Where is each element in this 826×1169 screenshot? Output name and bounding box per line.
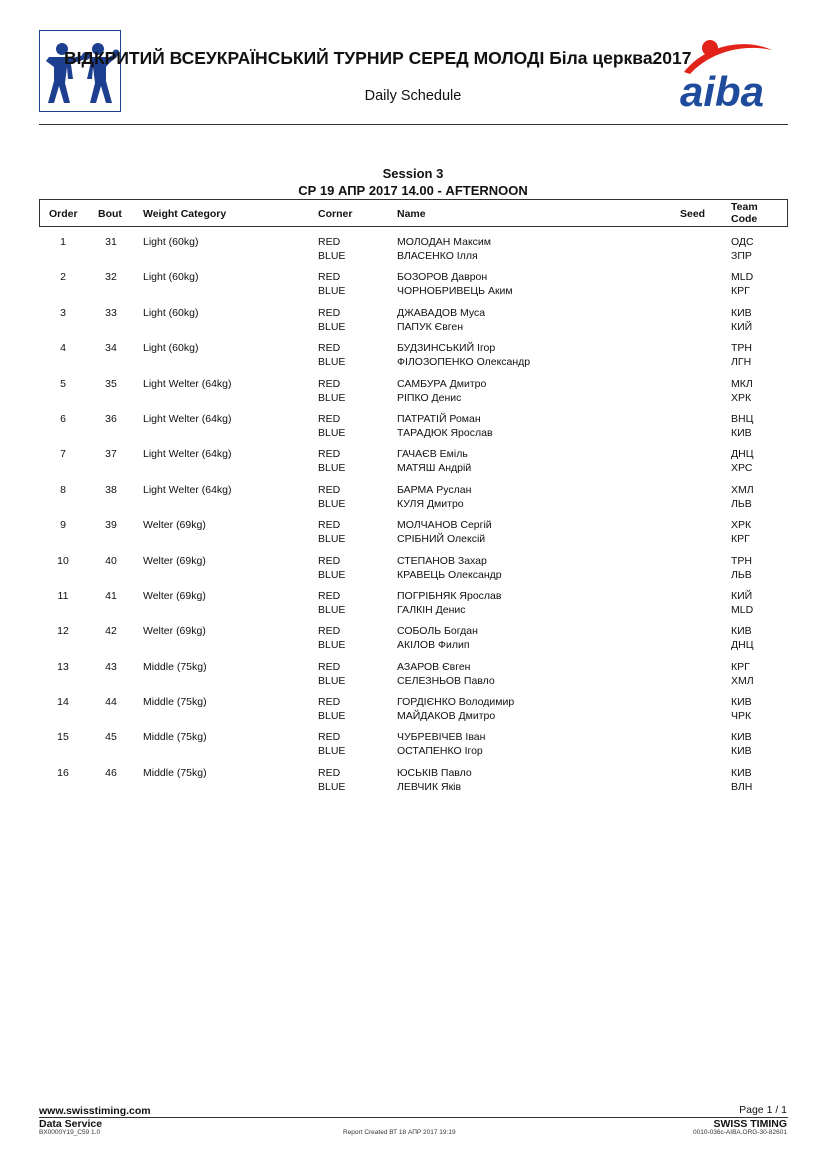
weight-category: Middle (75kg) [143,766,207,779]
bout-order: 12 [57,625,69,638]
bout-order-cell [39,377,87,391]
bout-order-cell [39,412,87,426]
bout-order-cell [39,554,87,568]
team-code: ХРК [731,519,752,532]
page-subtitle: Daily Schedule [364,88,462,104]
bout-number-cell [89,306,133,320]
weight-category: Light (60kg) [143,306,199,319]
team-code-cell [731,235,754,263]
corner: BLUE [318,639,346,652]
team-code: ДНЦ [731,448,754,461]
table-row [39,624,788,659]
bout-number-cell [89,730,133,744]
corner-cell [318,624,345,652]
weight-category-cell [143,518,206,532]
table-row [39,377,788,412]
corner: BLUE [318,710,346,723]
bout-order: 15 [57,731,69,744]
team-code-cell [731,447,753,475]
corner: RED [318,766,341,779]
col-name: Name [397,208,426,220]
team-code: ТРН [731,342,752,355]
bout-order: 14 [57,696,69,709]
col-bout: Bout [98,208,122,220]
weight-category-cell [143,730,207,744]
weight-category-cell [143,483,232,497]
table-row [39,766,788,801]
bout-number: 34 [105,342,117,355]
weight-category-cell [143,377,232,391]
bout-order: 13 [57,660,69,673]
bout-number-cell [89,518,133,532]
team-code-cell [731,483,754,511]
footer-report-created: Report Created ВТ 18 АПР 2017 19:19 [343,1129,456,1136]
corner-cell [318,447,345,475]
corner: RED [318,412,341,425]
team-code: ЗПР [731,250,752,262]
corner: BLUE [318,320,346,333]
weight-category: Middle (75kg) [143,660,207,673]
team-code: КИЙ [731,320,753,333]
team-code: КИВ [731,731,752,744]
weight-category-cell [143,270,198,284]
team-code: ХМЛ [731,483,754,496]
team-code-cell [731,766,752,794]
boxer-name: ВЛАСЕНКО Ілля [397,250,478,262]
team-code: MLD [731,603,754,616]
table-row [39,412,788,447]
footer-divider [39,1117,788,1118]
bout-number-cell [89,377,133,391]
bout-number-cell [89,483,133,497]
bout-number: 44 [105,696,117,709]
boxer-name: МОЛЧАНОВ Сергій [397,519,492,532]
team-code-cell [731,377,753,405]
bout-order: 8 [60,483,66,496]
bout-order-cell [39,235,87,249]
corner-cell [318,235,345,263]
boxer-name: ГАЛКІН Денис [397,603,466,616]
boxer-name: МАТЯШ Андрій [397,462,472,475]
corner: RED [318,271,341,284]
weight-category: Middle (75kg) [143,731,207,744]
team-code: ХРС [731,462,753,475]
weight-category: Light Welter (64kg) [143,448,232,461]
boxer-name: КРАВЕЦЬ Олександр [397,568,502,581]
corner: RED [318,554,341,567]
boxer-name: РІПКО Денис [397,391,462,404]
aiba-logo-text: aiba [680,68,765,112]
bout-number: 39 [105,519,117,532]
bout-number-cell [89,766,133,780]
bout-order: 9 [60,519,66,532]
boxer-name: ЛЕВЧИК Яків [397,780,462,793]
team-code: ЛГН [731,356,752,369]
bout-order-cell [39,695,87,709]
team-code-cell [731,589,753,617]
table-row [39,235,788,270]
team-code: КРГ [731,533,750,546]
bout-order-cell [39,483,87,497]
boxer-name: ФІЛОЗОПЕНКО Олександр [397,356,531,369]
bout-order-cell [39,766,87,780]
bout-order: 1 [60,236,66,248]
team-code-cell [731,270,753,298]
bout-order: 3 [60,306,66,319]
boxer-name-cell [397,412,493,440]
corner: BLUE [318,497,346,510]
bout-number-cell [89,235,133,249]
boxer-name: АЗАРОВ Євген [397,660,471,673]
corner: BLUE [318,603,346,616]
corner: BLUE [318,674,346,687]
team-code: КИВ [731,766,752,779]
table-row [39,518,788,553]
session-name: Session 3 [382,166,444,181]
bout-order: 6 [60,412,66,425]
boxer-name: ГАЧАЄВ Еміль [397,448,468,461]
weight-category-cell [143,554,206,568]
weight-category: Light Welter (64kg) [143,483,232,496]
weight-category-cell [143,624,206,638]
corner: BLUE [318,391,346,404]
bout-number-cell [89,412,133,426]
boxer-name-cell [397,624,478,652]
bout-number-cell [89,554,133,568]
bout-number: 42 [105,625,117,638]
boxer-name: ПОГРІБНЯК Ярослав [397,589,502,602]
corner-cell [318,483,345,511]
bout-order: 10 [57,554,69,567]
weight-category-cell [143,695,207,709]
team-code: ОДС [731,236,754,248]
team-code: КРГ [731,285,750,298]
team-code: КИВ [731,745,752,758]
table-row [39,589,788,624]
footer-report-code: BX0000Y19_C59 1.0 [39,1129,101,1136]
weight-category: Welter (69kg) [143,554,206,567]
col-team-code-line1: Team [731,201,758,213]
team-code: ВНЦ [731,412,754,425]
table-row [39,483,788,518]
col-order: Order [49,208,78,220]
team-code: ЛЬВ [731,497,752,510]
corner: BLUE [318,780,346,793]
weight-category: Light (60kg) [143,236,199,248]
team-code: ЛЬВ [731,568,752,581]
team-code: КРГ [731,660,750,673]
bout-number: 45 [105,731,117,744]
corner: BLUE [318,462,346,475]
boxer-name-cell [397,235,491,263]
boxer-name-cell [397,589,501,617]
bout-number-cell [89,447,133,461]
weight-category-cell [143,412,232,426]
boxer-name: ГОРДІЄНКО Володимир [397,696,515,709]
corner: RED [318,377,341,390]
boxer-name: ПАТРАТІЙ Роман [397,412,481,425]
table-header [39,199,788,227]
corner: BLUE [318,426,346,439]
boxer-name: ДЖАВАДОВ Муса [397,306,486,319]
boxer-name-cell [397,766,472,794]
corner-cell [318,730,345,758]
table-row [39,270,788,305]
boxer-name: СЕЛЕЗНЬОВ Павло [397,674,495,687]
corner: RED [318,625,341,638]
weight-category-cell [143,589,206,603]
header-divider [39,124,788,125]
bout-order: 2 [60,271,66,284]
boxer-name: СТЕПАНОВ Захар [397,554,487,567]
boxer-name: СОБОЛЬ Богдан [397,625,478,638]
corner: BLUE [318,745,346,758]
boxer-name: КУЛЯ Дмитро [397,497,464,510]
bout-number: 36 [105,412,117,425]
bout-number: 31 [105,236,117,248]
corner: RED [318,448,341,461]
team-code: КИВ [731,426,752,439]
bout-number-cell [89,624,133,638]
table-row [39,730,788,765]
bout-order: 5 [60,377,66,390]
team-code: КИЙ [731,589,753,602]
team-code: ТРН [731,554,752,567]
weight-category: Welter (69kg) [143,519,206,532]
table-row [39,695,788,730]
footer-page-number: Page 1 / 1 [739,1104,787,1116]
corner: RED [318,519,341,532]
weight-category: Light (60kg) [143,271,199,284]
corner-cell [318,660,345,688]
weight-category-cell [143,306,198,320]
boxer-name: ЧОРНОБРИВЕЦЬ Аким [397,285,513,298]
boxer-name: ПАПУК Євген [397,320,464,333]
bout-order: 16 [57,766,69,779]
weight-category: Welter (69kg) [143,589,206,602]
bout-order-cell [39,341,87,355]
aiba-logo [676,34,776,112]
weight-category: Middle (75kg) [143,696,207,709]
bout-order-cell [39,447,87,461]
boxer-name-cell [397,377,486,405]
table-row [39,554,788,589]
weight-category: Light Welter (64kg) [143,412,232,425]
table-row [39,447,788,482]
footer-website: www.swisstiming.com [39,1105,151,1117]
corner-cell [318,554,345,582]
table-row [39,306,788,341]
bout-number: 33 [105,306,117,319]
bout-order-cell [39,660,87,674]
corner-cell [318,341,345,369]
boxer-name-cell [397,518,492,546]
boxer-name: ЮСЬКІВ Павло [397,766,472,779]
boxer-name-cell [397,447,471,475]
bout-number: 43 [105,660,117,673]
corner-cell [318,766,345,794]
bout-number: 46 [105,766,117,779]
corner: BLUE [318,356,346,369]
corner-cell [318,270,345,298]
boxer-name-cell [397,306,485,334]
boxer-name: БОЗОРОВ Даврон [397,271,488,284]
corner-cell [318,377,345,405]
team-code-cell [731,518,751,546]
bout-order-cell [39,306,87,320]
boxer-name: ОСТАПЕНКО Ігор [397,745,483,758]
corner-cell [318,589,345,617]
team-code: КИВ [731,625,752,638]
corner: RED [318,342,341,355]
weight-category: Light Welter (64kg) [143,377,232,390]
aiba-logo-icon [676,34,776,112]
table-row [39,341,788,376]
boxer-name-cell [397,554,502,582]
team-code: ХМЛ [731,674,754,687]
team-code: КИВ [731,696,752,709]
corner: RED [318,731,341,744]
boxer-name: АКІЛОВ Филип [397,639,470,652]
boxer-name: БУДЗИНСЬКИЙ Ігор [397,342,496,355]
bout-number: 37 [105,448,117,461]
boxer-name-cell [397,483,471,511]
corner: RED [318,660,341,673]
team-code: ВЛН [731,780,753,793]
corner-cell [318,695,345,723]
weight-category-cell [143,766,207,780]
team-code-cell [731,306,752,334]
bout-number-cell [89,270,133,284]
weight-category-cell [143,341,198,355]
bout-number: 32 [105,271,117,284]
team-code: MLD [731,271,754,284]
bout-order-cell [39,518,87,532]
corner: RED [318,696,341,709]
col-team-code-line2: Code [731,213,758,225]
boxer-name-cell [397,660,495,688]
team-code: КИВ [731,306,752,319]
boxer-name-cell [397,270,513,298]
bout-number: 40 [105,554,117,567]
team-code-cell [731,554,752,582]
col-weight-category: Weight Category [143,208,227,220]
footer-data-service: Data Service [39,1118,103,1130]
team-code-cell [731,730,752,758]
corner-cell [318,518,345,546]
bout-number: 41 [105,589,117,602]
team-code: ДНЦ [731,639,754,652]
weight-category-cell [143,660,207,674]
boxer-name: ЧУБРЕВІЧЕВ Іван [397,731,486,744]
corner-cell [318,412,345,440]
boxer-name-cell [397,695,514,723]
page-title: ВІДКРИТИЙ ВСЕУКРАЇНСЬКИЙ ТУРНИР СЕРЕД МОЛОДІ Біла церква2017 [64,48,692,68]
boxer-name-cell [397,341,530,369]
corner-cell [318,306,345,334]
bout-order: 7 [60,448,66,461]
weight-category: Welter (69kg) [143,625,206,638]
boxer-name: БАРМА Руслан [397,483,472,496]
bout-number-cell [89,341,133,355]
corner: BLUE [318,568,346,581]
team-code-cell [731,412,753,440]
team-code-cell [731,695,752,723]
boxer-name: САМБУРА Дмитро [397,377,487,390]
team-code-cell [731,624,753,652]
bout-number-cell [89,695,133,709]
corner: RED [318,306,341,319]
boxer-name: МОЛОДАН Максим [397,236,491,248]
corner: RED [318,236,341,248]
boxer-name: ТАРАДЮК Ярослав [397,426,493,439]
bout-order-cell [39,270,87,284]
bout-order: 4 [60,342,66,355]
bout-number: 35 [105,377,117,390]
bout-number-cell [89,589,133,603]
boxer-name: МАЙДАКОВ Дмитро [397,710,496,723]
corner: RED [318,589,341,602]
bout-number-cell [89,660,133,674]
corner: BLUE [318,285,346,298]
footer-swiss-timing: SWISS TIMING [713,1118,787,1130]
corner: BLUE [318,533,346,546]
weight-category-cell [143,447,232,461]
bout-order-cell [39,589,87,603]
team-code: ЧРК [731,710,752,723]
schedule-table-body [39,235,788,801]
col-corner: Corner [318,208,353,220]
table-row [39,660,788,695]
session-datetime: СР 19 АПР 2017 14.00 - AFTERNOON [298,183,528,198]
bout-order-cell [39,624,87,638]
col-team-code [731,201,758,225]
bout-order: 11 [57,589,69,602]
bout-order-cell [39,730,87,744]
weight-category-cell [143,235,198,249]
footer-doc-code: 0010-036c-AIBA.ORG-30-82601 [693,1129,787,1136]
boxer-name: СРІБНИЙ Олексій [397,533,486,546]
boxer-name-cell [397,730,485,758]
team-code: ХРК [731,391,752,404]
team-code-cell [731,341,752,369]
weight-category: Light (60kg) [143,342,199,355]
col-seed: Seed [680,208,706,220]
corner: BLUE [318,250,346,262]
team-code-cell [731,660,754,688]
bout-number: 38 [105,483,117,496]
team-code: МКЛ [731,377,753,390]
corner: RED [318,483,341,496]
